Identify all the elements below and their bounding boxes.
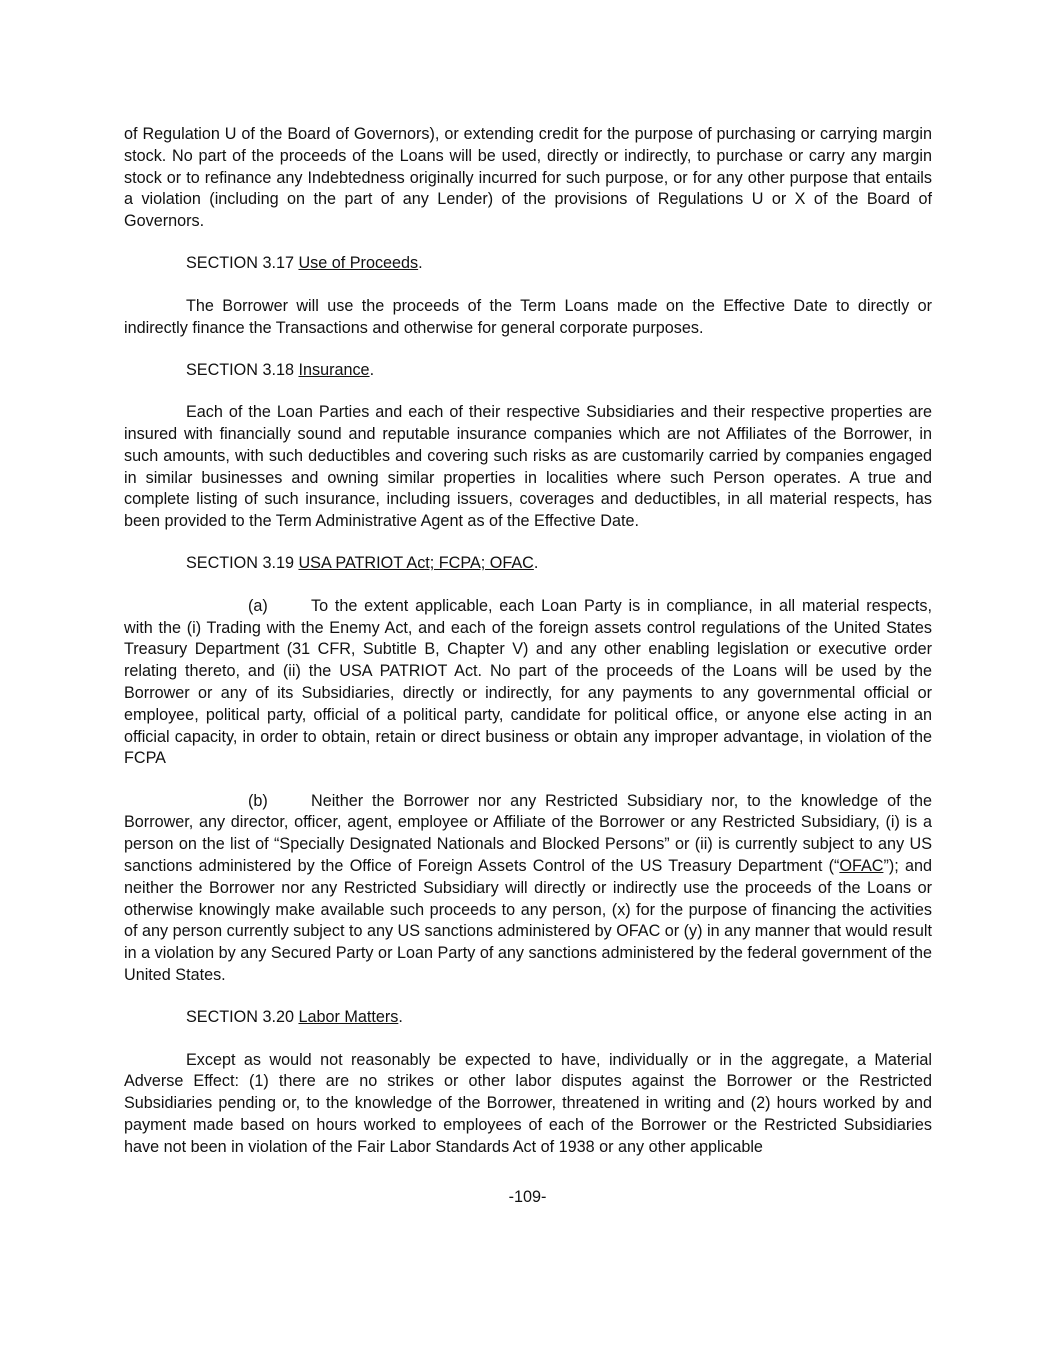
- page-number: -109-: [508, 1188, 547, 1206]
- clause-a-text: To the extent applicable, each Loan Party is in compliance, in all material respects, with the (i) Trading with the Enemy Act, and each of the foreign assets control regulations of the United States Treasury Department (31 CFR, Subtitle B, Chapter V) and any other enabling legislation or executive order relating thereto, and (ii) the USA PATRIOT Act. No part of the proceeds of the Loans will be used by the Borrower or any of its Subsidiaries, directly or indirectly, for any payments to any governmental official or employee, political party, official of a political party, candidate for political office, or anyone else acting in an official capacity, in order to obtain, retain or direct business or obtain any improper advantage, in violation of the FCPA: [124, 596, 932, 768]
- document-page: [124, 124, 932, 1179]
- section-body-3-20: Except as would not reasonably be expected to have, individually or in the aggregate, a Material Adverse Effect: (1) there are no strikes or other labor disputes against the Borrower or the Restricted Subsidiaries pending or, to the knowledge of the Borrower, threatened in writing and (2) hours worked by and payment made based on hours worked to employees of each of the Borrower or the Restricted Subsidiaries have not been in violation of the Fair Labor Standards Act of 1938 or any other applicable: [124, 1050, 932, 1156]
- section-body-3-18: Each of the Loan Parties and each of their respective Subsidiaries and their respective properties are insured with financially sound and reputable insurance companies which are not Affiliates of the Borrower, in such amounts, with such deductibles and covering such risks as are customarily carried by companies engaged in similar businesses and owning similar properties in localities where such Person operates. A true and complete listing of such insurance, including issuers, coverages and deductibles, in all material respects, has been provided to the Term Administrative Agent as of the Effective Date.: [124, 403, 932, 531]
- clause-b-text-1: Neither the Borrower nor any Restricted Subsidiary nor, to the knowledge of the Borrower, any director, officer, agent, employee or Affiliate of the Borrower or any Restricted Subsidiary, (i) is a person on the list of “Specially Designated Nationals and Blocked Persons” or (ii) is currently subject to any US sanctions administered by the Office of Foreign Assets Control of the US Treasury Department (“: [124, 791, 932, 876]
- section-number: SECTION 3.20: [186, 1008, 294, 1027]
- section-heading-3-18: SECTION 3.18 Insurance.: [186, 360, 375, 379]
- clause-a: [124, 596, 932, 770]
- section-heading-3-19: SECTION 3.19 USA PATRIOT Act; FCPA; OFAC.: [186, 554, 539, 573]
- clause-b-label: (b): [248, 791, 268, 810]
- section-title: Use of Proceeds: [298, 254, 419, 273]
- section-title: USA PATRIOT Act; FCPA; OFAC: [298, 554, 534, 573]
- section-number: SECTION 3.19: [186, 554, 294, 573]
- section-title: Insurance: [298, 360, 370, 379]
- section-title: Labor Matters: [298, 1008, 399, 1027]
- section-heading-3-20: SECTION 3.20 Labor Matters.: [186, 1008, 403, 1027]
- section-body-3-17: The Borrower will use the proceeds of the Term Loans made on the Effective Date to directly or indirectly finance the Transactions and otherwise for general corporate purposes.: [124, 296, 932, 337]
- clause-a-label: (a): [248, 596, 268, 615]
- section-number: SECTION 3.18: [186, 360, 294, 379]
- section-number: SECTION 3.17: [186, 254, 294, 273]
- section-heading-3-17: SECTION 3.17 Use of Proceeds.: [186, 254, 423, 273]
- clause-b: [124, 791, 932, 987]
- clause-b-text-2: ”); and neither the Borrower nor any Restricted Subsidiary will directly or indirectly use the proceeds of the Loans or otherwise knowingly make available such proceeds to any person, (x) for the purpose of financing the activities of any person currently subject to any US sanctions administered by OFAC or (y) in any manner that would result in a violation by any Secured Party or Loan Party of any sanctions administered by the federal government of the United States.: [124, 857, 932, 984]
- defined-term-ofac: OFAC: [839, 857, 884, 876]
- intro-paragraph: of Regulation U of the Board of Governors), or extending credit for the purpose of purchasing or carrying margin stock. No part of the proceeds of the Loans will be used, directly or indirectly, to purchase or carry any margin stock or to refinance any Indebtedness originally incurred for such purpose, or for any other purpose that entails a violation (including on the part of any Lender) of the provisions of Regulations U or X of the Board of Governors.: [124, 125, 932, 231]
